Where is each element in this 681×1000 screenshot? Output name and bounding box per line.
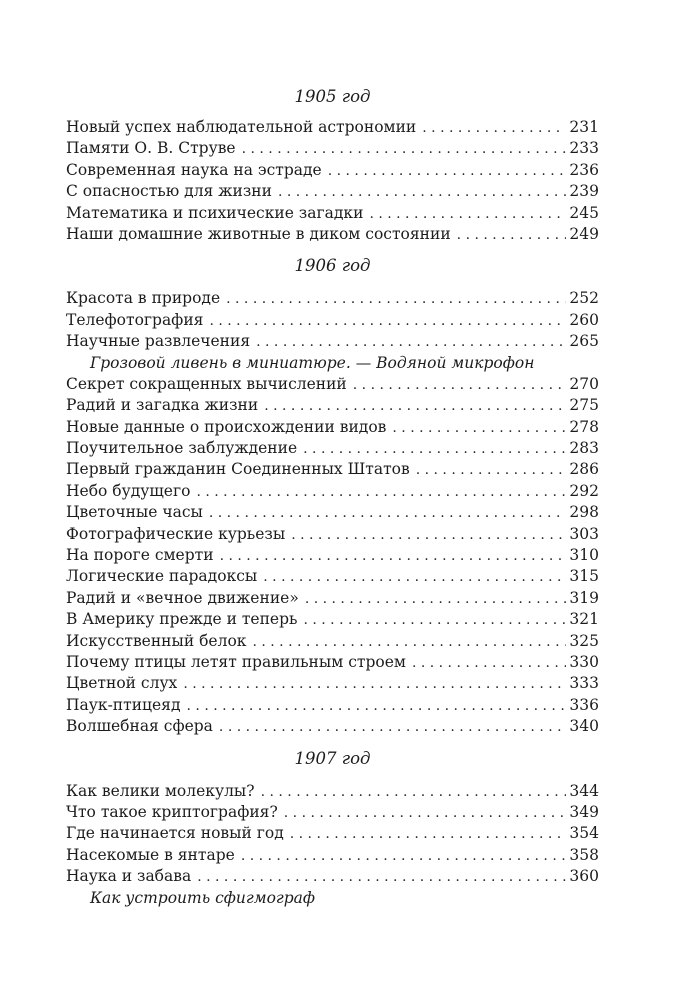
dot-leader [197,867,566,888]
entry-title: Математика и психические загадки [66,203,364,222]
toc-entry[interactable] [66,866,599,887]
entry-page-number: 325 [569,631,599,650]
toc-entry[interactable] [66,331,599,352]
dot-leader [290,824,567,845]
toc-entry[interactable] [66,310,599,331]
toc-entry[interactable] [66,459,599,480]
entry-page-number: 260 [569,310,599,329]
entry-page-number: 231 [569,118,599,136]
dot-leader [242,139,567,160]
entry-page-number: 286 [569,460,599,479]
entry-page-number: 245 [569,203,599,222]
toc-entry[interactable] [66,609,599,630]
toc-entry[interactable] [66,160,599,181]
entry-page-number: 239 [569,182,599,201]
entry-title: Фотографические курьезы [66,524,286,543]
entry-page-number: 249 [569,224,599,243]
section-1906-list [66,288,599,737]
entry-page-number: 319 [569,588,599,607]
table-of-contents [66,86,599,909]
toc-entry[interactable] [66,481,599,502]
toc-entry[interactable] [66,224,599,245]
entry-page-number: 236 [569,160,599,179]
entry-title: Цветной слух [66,674,178,693]
entry-title: В Америку прежде и теперь [66,610,298,629]
toc-entry[interactable] [66,417,599,438]
dot-leader [369,204,566,225]
toc-entry[interactable] [66,673,599,694]
entry-title: Что такое криптография? [66,802,278,821]
entry-page-number: 303 [569,524,599,543]
dot-leader [303,610,566,631]
dot-leader [264,396,566,417]
toc-entry[interactable] [66,652,599,673]
entry-title: Волшебная сфера [66,717,213,736]
entry-title: На пороге смерти [66,546,214,565]
entry-page-number: 321 [569,610,599,629]
toc-entry[interactable] [66,588,599,609]
entry-title: Искусственный белок [66,631,247,650]
entry-page-number: 344 [569,781,599,800]
toc-entry[interactable] [66,181,599,202]
dot-leader [187,696,567,717]
section-heading-1907: 1907 год [294,748,371,768]
toc-entry[interactable] [66,395,599,416]
dot-leader [252,632,566,653]
toc-entry[interactable] [66,695,599,716]
toc-entry[interactable] [66,117,599,138]
entry-page-number: 310 [569,546,599,565]
dot-leader [256,332,566,353]
dot-leader [219,717,566,738]
entry-page-number: 252 [569,289,599,308]
dot-leader [284,803,567,824]
entry-page-number: 333 [569,674,599,693]
dot-leader [392,418,566,439]
toc-entry[interactable] [66,524,599,545]
toc-entry[interactable] [66,438,599,459]
dot-leader [303,439,566,460]
entry-title: Радий и загадка жизни [66,396,259,415]
entry-page-number: 265 [569,332,599,351]
entry-title: Поучительное заблуждение [66,439,298,458]
dot-leader [209,503,567,524]
entry-title: Цветочные часы [66,503,203,522]
entry-title: Радий и «вечное движение» [66,588,299,607]
entry-title: Научные развлечения [66,332,251,351]
entry-title: Секрет сокращенных вычислений [66,374,347,393]
toc-entry[interactable] [66,138,599,159]
entry-page-number: 270 [569,374,599,393]
entry-title: Современная наука на эстраде [66,160,322,179]
dot-leader [226,289,566,310]
entry-title: Новый успех наблюдательной астрономии [66,118,417,136]
entry-title: Памяти О. В. Струве [66,139,236,158]
toc-entry[interactable] [66,631,599,652]
entry-title: Первый гражданин Соединенных Штатов [66,460,410,479]
entry-page-number: 330 [569,652,599,671]
dot-leader [241,846,567,867]
entry-title: Телефотография [66,310,204,329]
entry-page-number: 354 [569,824,599,843]
entry-page-number: 358 [569,845,599,864]
toc-entry[interactable] [66,802,599,823]
dot-leader [220,546,567,567]
entry-page-number: 275 [569,396,599,415]
dot-leader [291,525,566,546]
entry-title: Наука и забава [66,867,192,886]
entry-page-number: 292 [569,481,599,500]
entry-page-number: 283 [569,439,599,458]
dot-leader [263,567,566,588]
dot-leader [353,375,567,396]
toc-entry[interactable] [66,845,599,866]
entry-title: Как велики молекулы? [66,781,255,800]
entry-page-number: 298 [569,503,599,522]
toc-entry[interactable] [66,374,599,395]
dot-leader [261,782,567,803]
entry-title: Красота в природе [66,289,221,308]
toc-entry[interactable] [66,716,599,737]
section-heading-1905: 1905 год [294,87,371,106]
section-1905-list [66,117,599,245]
entry-subtitle: Как устроить сфигмограф [90,888,316,907]
entry-title: Насекомые в янтаре [66,845,235,864]
section-1907-list [66,781,599,909]
entry-page-number: 336 [569,695,599,714]
toc-entry[interactable] [66,781,599,802]
toc-entry[interactable] [66,823,599,844]
entry-title: Где начинается новый год [66,824,284,843]
toc-entry[interactable] [66,502,599,523]
entry-page-number: 360 [569,867,599,886]
entry-page-number: 315 [569,567,599,586]
dot-leader [196,482,566,503]
dot-leader [422,118,566,139]
entry-subtitle: Грозовой ливень в миниатюре. — Водяной микрофон [90,353,535,372]
dot-leader [416,460,567,481]
entry-title: С опасностью для жизни [66,182,272,201]
entry-page-number: 340 [569,717,599,736]
entry-page-number: 278 [569,417,599,436]
dot-leader [457,225,567,246]
entry-page-number: 233 [569,139,599,158]
entry-page-number: 349 [569,802,599,821]
dot-leader [305,589,567,610]
dot-leader [278,182,566,203]
toc-entry[interactable] [66,545,599,566]
entry-title: Новые данные о происхождении видов [66,417,387,436]
toc-entry[interactable] [66,203,599,224]
entry-title: Паук-птицеяд [66,695,181,714]
entry-title: Логические парадоксы [66,567,258,586]
entry-title: Почему птицы летят правильным строем [66,652,406,671]
dot-leader [328,161,567,182]
toc-entry[interactable] [66,288,599,309]
dot-leader [412,653,566,674]
dot-leader [209,311,566,332]
toc-entry[interactable] [66,566,599,587]
entry-title: Небо будущего [66,481,191,500]
dot-leader [183,674,566,695]
entry-title: Наши домашние животные в диком состоянии [66,224,451,243]
section-heading-1906: 1906 год [294,256,371,276]
